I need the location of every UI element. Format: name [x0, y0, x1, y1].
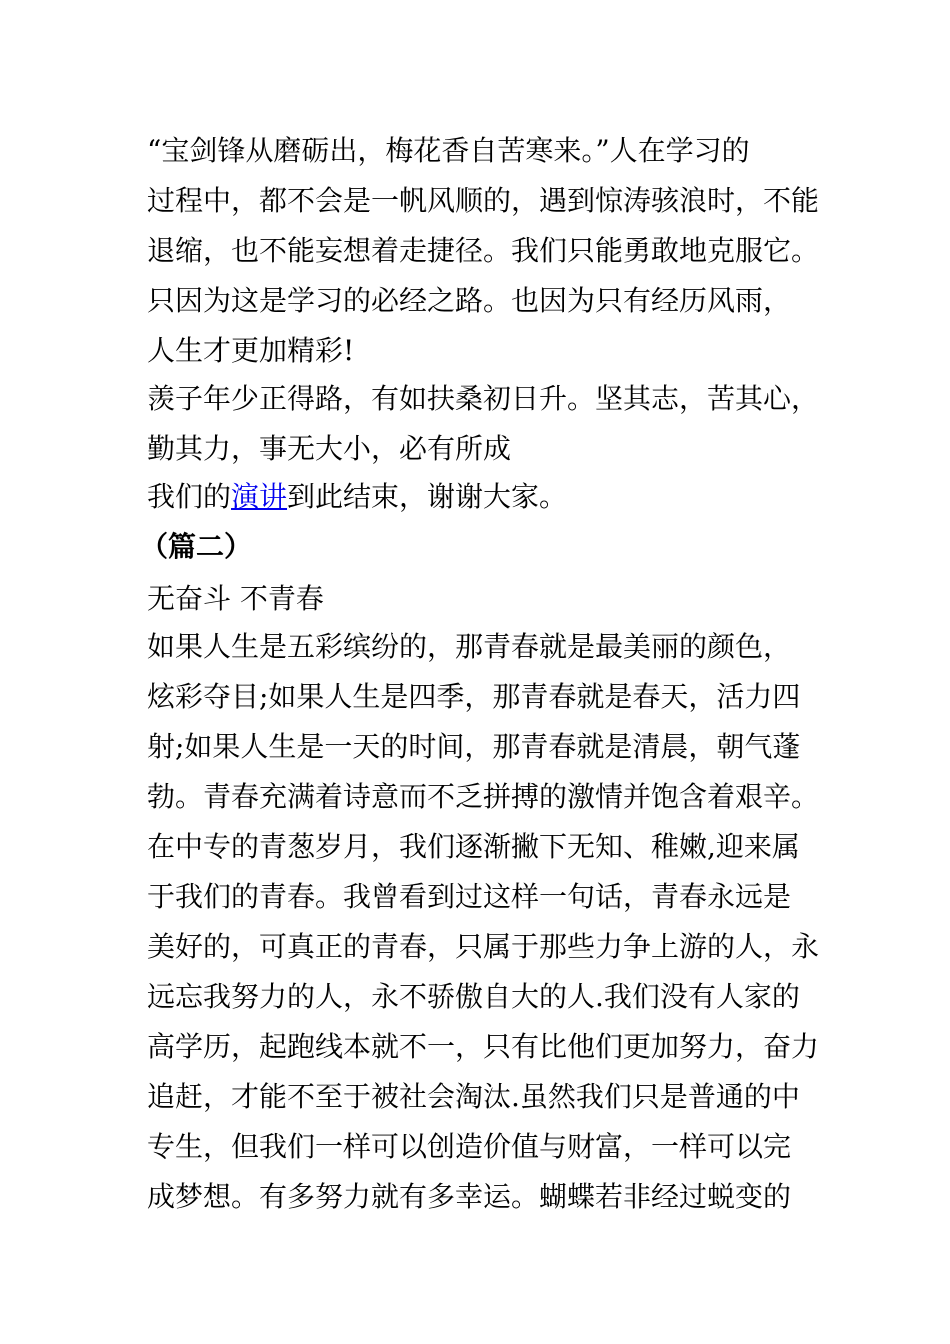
section-heading: （篇二） — [140, 530, 253, 563]
text-line: 专生，但我们一样可以创造价值与财富，一样可以完 — [147, 1130, 792, 1163]
text-line: 远忘我努力的人，永不骄傲自大的人.我们没有人家的 — [147, 980, 800, 1013]
text-line: 射;如果人生是一天的时间，那青春就是清晨，朝气蓬 — [147, 730, 801, 763]
text-line: 美好的，可真正的青春，只属于那些力争上游的人，永 — [147, 930, 820, 963]
text-line: “宝剑锋从磨砺出，梅花香自苦寒来。”人在学习的 — [147, 134, 750, 167]
text-line: 只因为这是学习的必经之路。也因为只有经历风雨， — [147, 284, 792, 317]
text-line: 羡子年少正得路，有如扶桑初日升。坚其志，苦其心， — [147, 382, 820, 415]
text-line: 在中专的青葱岁月，我们逐渐撇下无知、稚嫩,迎来属 — [147, 830, 800, 863]
closing-line — [147, 472, 827, 522]
section-subtitle: 无奋斗 不青春 — [147, 582, 324, 615]
text-line: 勃。青春充满着诗意而不乏拼搏的激情并饱含着艰辛。 — [147, 780, 820, 813]
text-line: 人生才更加精彩! — [147, 334, 355, 367]
text-line: 追赶，才能不至于被社会淘汰.虽然我们只是普通的中 — [147, 1080, 800, 1113]
text-line: 勤其力，事无大小，必有所成 — [147, 432, 512, 465]
closing-text-before: 我们的 — [147, 480, 232, 513]
text-line: 成梦想。有多努力就有多幸运。蝴蝶若非经过蜕变的 — [147, 1180, 792, 1213]
text-line: 退缩，也不能妄想着走捷径。我们只能勇敢地克服它。 — [147, 234, 820, 267]
text-line: 高学历，起跑线本就不一，只有比他们更加努力，奋力 — [147, 1030, 820, 1063]
text-line: 炫彩夺目;如果人生是四季，那青春就是春天，活力四 — [147, 680, 801, 713]
text-line: 于我们的青春。我曾看到过这样一句话，青春永远是 — [147, 880, 792, 913]
closing-text-after: 到此结束，谢谢大家。 — [287, 480, 568, 513]
text-line: 如果人生是五彩缤纷的，那青春就是最美丽的颜色， — [147, 630, 792, 663]
text-line: 过程中，都不会是一帆风顺的，遇到惊涛骇浪时，不能 — [147, 184, 820, 217]
speech-link[interactable]: 演讲 — [231, 480, 288, 513]
